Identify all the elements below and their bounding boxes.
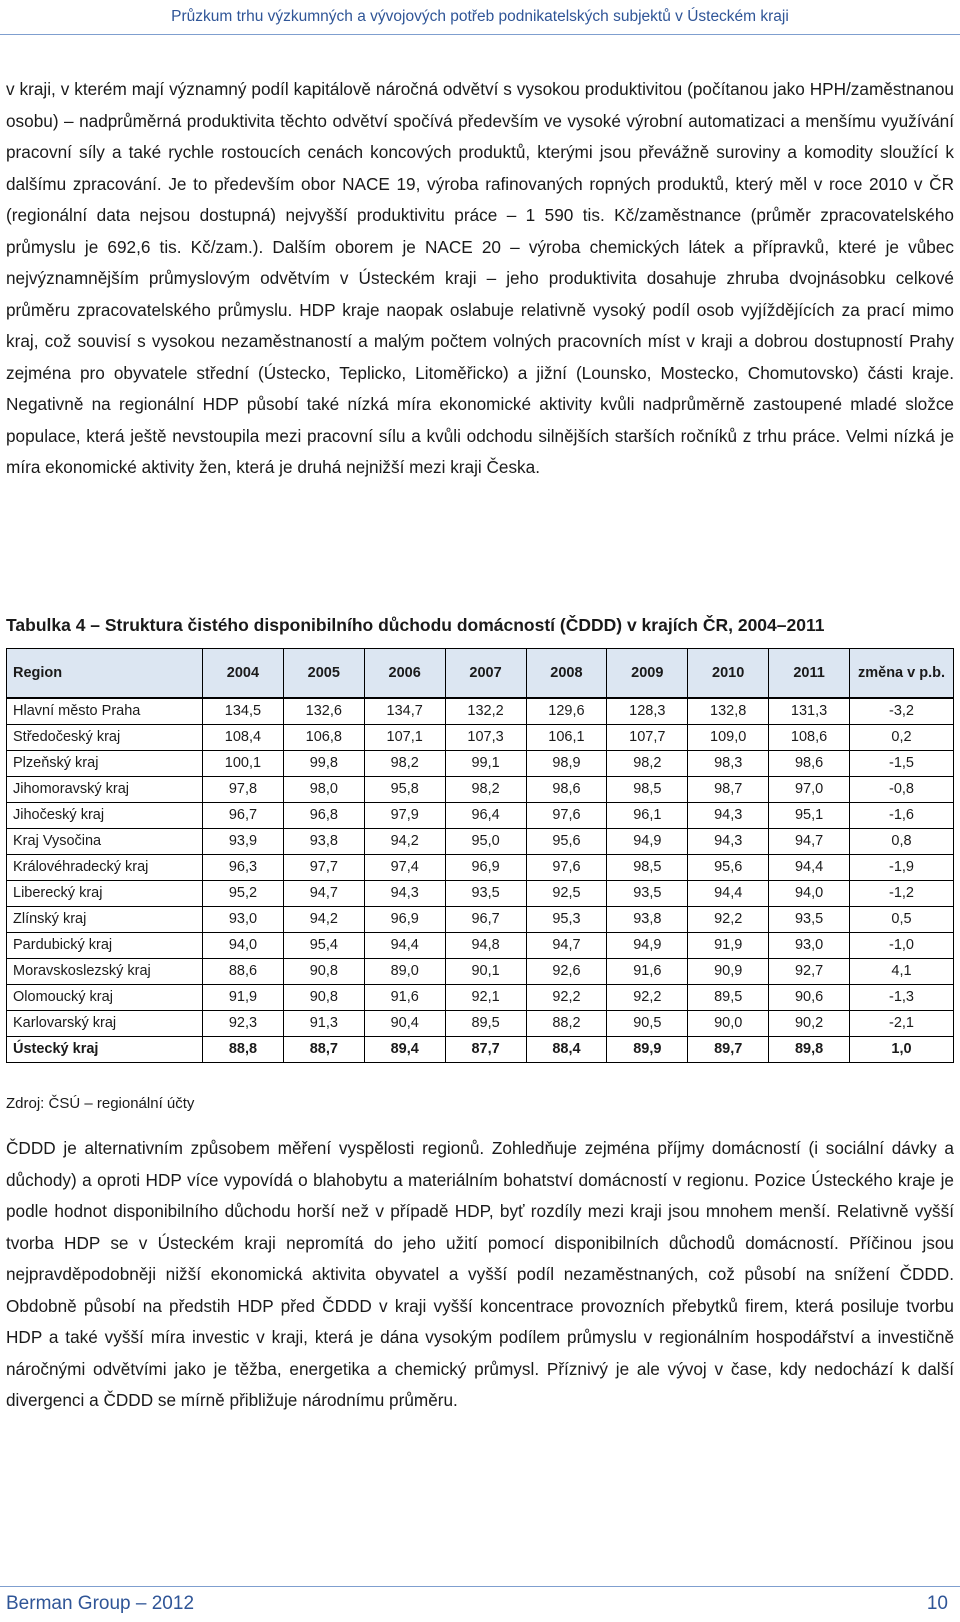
value-cell: 95,8 [364, 777, 445, 803]
region-name-cell: Středočeský kraj [7, 725, 203, 751]
value-cell: -1,0 [850, 933, 954, 959]
body-paragraph-2: ČDDD je alternativním způsobem měření vyspělosti regionů. Zohledňuje zejména příjmy domácností (i sociální dávky a důchody) a oproti HDP více vypovídá o blahobytu a materiálním bohatství domácností v regionu. Pozice Ústeckého kraje je podle hodnot disponibilního důchodu horší než v případě HDP, byť rozdíly mezi kraji jsou mnohem menší. Relativně vyšší tvorba HDP se v Ústeckém kraji nepromítá do jeho užití pomocí disponibilních důchodů domácností. Příčinou jsou nejpravděpodobněji nižší ekonomická aktivita obyvatel a vyšší podíl nezaměstnaných, což působí na snížení ČDDD. Obdobně působí na předstih HDP před ČDDD v kraji vyšší koncentrace provozních přebytků firem, která posiluje tvorbu HDP a také vyšší míra investic v kraji, která je dána vysokým podílem průmyslu v regionálním hospodářství a investičně náročnými odvětvími jako je těžba, energetika a chemický průmysl. Příznivý je ale vývoj v čase, kdy nedochází k další divergenci a ČDDD se mírně přibližuje národnímu průměru. [6, 1138, 954, 1410]
region-name-cell: Hlavní město Praha [7, 698, 203, 725]
value-cell: 108,6 [769, 725, 850, 751]
column-header: Region [7, 649, 203, 699]
value-cell: 134,5 [203, 698, 284, 725]
value-cell: 96,7 [203, 803, 284, 829]
value-cell: 94,3 [688, 803, 769, 829]
value-cell: 94,7 [283, 881, 364, 907]
value-cell: 92,2 [688, 907, 769, 933]
value-cell: 96,9 [364, 907, 445, 933]
value-cell: 97,4 [364, 855, 445, 881]
value-cell: 96,7 [445, 907, 526, 933]
value-cell: 93,0 [769, 933, 850, 959]
value-cell: -1,5 [850, 751, 954, 777]
table-row [7, 777, 954, 803]
value-cell: 90,9 [688, 959, 769, 985]
value-cell: 95,6 [526, 829, 607, 855]
value-cell: 92,5 [526, 881, 607, 907]
value-cell: 106,1 [526, 725, 607, 751]
column-header: 2005 [283, 649, 364, 699]
value-cell: 0,2 [850, 725, 954, 751]
value-cell: 96,3 [203, 855, 284, 881]
body-paragraph-1: v kraji, v kterém mají významný podíl kapitálově náročná odvětví s vysokou produktivitou (počítanou jako HPH/zaměstnanou osobu) – nadprůměrná produktivita těchto odvětví spočívá především ve vysoké výrobní automatizaci a menšímu využívání pracovní síly a také rychle rostoucích cenách koncových produktů, kterými jsou převážně suroviny a komodity sloužící k dalšímu zpracování. Je to především obor NACE 19, výroba rafinovaných ropných produktů, který měl v roce 2010 v ČR (regionální data nejsou dostupná) nejvyšší produktivitu práce – 1 590 tis. Kč/zaměstnance (průměr zpracovatelského průmyslu je 692,6 tis. Kč/zam.). Dalším oborem je NACE 20 – výroba chemických látek a přípravků, které je vůbec nejvýznamnějším průmyslovým odvětvím v Ústeckém kraji – jeho produktivita dosahuje zhruba dvojnásobku celkové průměru zpracovatelského průmyslu. HDP kraje naopak oslabuje relativně vysoký podíl osob vyjíždějících za prací mimo kraj, což souvisí s vysokou nezaměstnaností a malým počtem volných pracovních míst v kraji a dobrou dostupností Prahy zejména pro obyvatele střední (Ústecko, Teplicko, Litoměřicko) a jižní (Lounsko, Mostecko, Chomutovsko) části kraje. Negativně na regionální HDP působí také nízká míra ekonomické aktivity kvůli nadprůměrně zastoupené mladé složce populace, která ještě nevstoupila mezi pracovní sílu a kvůli odchodu silnějších starších ročníků z trhu práce. Velmi nízká je míra ekonomické aktivity žen, která je druhá nejnižší mezi kraji Česka. [6, 79, 954, 477]
region-name-cell: Královéhradecký kraj [7, 855, 203, 881]
column-header: 2010 [688, 649, 769, 699]
table-row [7, 881, 954, 907]
value-cell: 92,1 [445, 985, 526, 1011]
value-cell: 89,0 [364, 959, 445, 985]
value-cell: 98,6 [769, 751, 850, 777]
value-cell: 91,9 [203, 985, 284, 1011]
value-cell: 96,4 [445, 803, 526, 829]
value-cell: 97,6 [526, 803, 607, 829]
value-cell: 132,2 [445, 698, 526, 725]
value-cell: 132,8 [688, 698, 769, 725]
value-cell: 90,1 [445, 959, 526, 985]
region-name-cell: Jihočeský kraj [7, 803, 203, 829]
value-cell: 1,0 [850, 1037, 954, 1063]
value-cell: 95,2 [203, 881, 284, 907]
value-cell: 97,7 [283, 855, 364, 881]
value-cell: 90,5 [607, 1011, 688, 1037]
value-cell: 97,0 [769, 777, 850, 803]
value-cell: 100,1 [203, 751, 284, 777]
value-cell: 98,5 [607, 855, 688, 881]
value-cell: 88,6 [203, 959, 284, 985]
value-cell: 98,2 [445, 777, 526, 803]
value-cell: 107,1 [364, 725, 445, 751]
value-cell: 96,9 [445, 855, 526, 881]
region-name-cell: Jihomoravský kraj [7, 777, 203, 803]
value-cell: 92,7 [769, 959, 850, 985]
value-cell: 96,1 [607, 803, 688, 829]
region-name-cell: Pardubický kraj [7, 933, 203, 959]
value-cell: 92,2 [526, 985, 607, 1011]
value-cell: 129,6 [526, 698, 607, 725]
column-header: 2007 [445, 649, 526, 699]
column-header: změna v p.b. [850, 649, 954, 699]
value-cell: 94,4 [769, 855, 850, 881]
value-cell: 90,8 [283, 959, 364, 985]
value-cell: 94,3 [364, 881, 445, 907]
value-cell: -0,8 [850, 777, 954, 803]
value-cell: 90,2 [769, 1011, 850, 1037]
value-cell: 91,9 [688, 933, 769, 959]
table-row [7, 907, 954, 933]
column-header: 2006 [364, 649, 445, 699]
table-source: Zdroj: ČSÚ – regionální účty [6, 1095, 195, 1112]
value-cell: -2,1 [850, 1011, 954, 1037]
value-cell: 106,8 [283, 725, 364, 751]
value-cell: 134,7 [364, 698, 445, 725]
region-name-cell: Olomoucký kraj [7, 985, 203, 1011]
value-cell: 93,5 [607, 881, 688, 907]
value-cell: 94,2 [283, 907, 364, 933]
value-cell: 93,0 [203, 907, 284, 933]
value-cell: 94,8 [445, 933, 526, 959]
value-cell: 94,7 [769, 829, 850, 855]
value-cell: 93,8 [283, 829, 364, 855]
value-cell: 88,8 [203, 1037, 284, 1063]
value-cell: 89,5 [445, 1011, 526, 1037]
value-cell: 95,1 [769, 803, 850, 829]
value-cell: 98,5 [607, 777, 688, 803]
page-number: 10 [926, 1593, 948, 1614]
value-cell: 97,9 [364, 803, 445, 829]
value-cell: 91,3 [283, 1011, 364, 1037]
table-row [7, 959, 954, 985]
value-cell: 107,7 [607, 725, 688, 751]
table-row [7, 855, 954, 881]
value-cell: 93,8 [607, 907, 688, 933]
value-cell: 90,4 [364, 1011, 445, 1037]
value-cell: 96,8 [283, 803, 364, 829]
column-header: 2004 [203, 649, 284, 699]
value-cell: 0,8 [850, 829, 954, 855]
income-table [6, 648, 954, 1063]
value-cell: 90,0 [688, 1011, 769, 1037]
value-cell: -1,3 [850, 985, 954, 1011]
value-cell: 107,3 [445, 725, 526, 751]
table-row [7, 1011, 954, 1037]
value-cell: 94,3 [688, 829, 769, 855]
region-name-cell: Moravskoslezský kraj [7, 959, 203, 985]
value-cell: 4,1 [850, 959, 954, 985]
value-cell: 90,8 [283, 985, 364, 1011]
table-row [7, 803, 954, 829]
table-row [7, 698, 954, 725]
table-row [7, 725, 954, 751]
value-cell: 95,3 [526, 907, 607, 933]
page-header [0, 0, 960, 35]
value-cell: 88,2 [526, 1011, 607, 1037]
value-cell: 89,7 [688, 1037, 769, 1063]
value-cell: 98,2 [607, 751, 688, 777]
page-footer [0, 1586, 960, 1622]
value-cell: 132,6 [283, 698, 364, 725]
value-cell: -1,9 [850, 855, 954, 881]
table-caption: Tabulka 4 – Struktura čistého disponibilního důchodu domácností (ČDDD) v krajích ČR, 2004–2011 [6, 615, 825, 635]
region-name-cell: Zlínský kraj [7, 907, 203, 933]
value-cell: -1,6 [850, 803, 954, 829]
value-cell: 94,0 [769, 881, 850, 907]
footer-company: Berman Group – 2012 [6, 1593, 195, 1614]
value-cell: 94,9 [607, 933, 688, 959]
value-cell: 92,2 [607, 985, 688, 1011]
value-cell: 88,7 [283, 1037, 364, 1063]
value-cell: 95,6 [688, 855, 769, 881]
region-name-cell: Kraj Vysočina [7, 829, 203, 855]
value-cell: 94,7 [526, 933, 607, 959]
region-name-cell: Plzeňský kraj [7, 751, 203, 777]
value-cell: 97,8 [203, 777, 284, 803]
table-row [7, 1037, 954, 1063]
table-row [7, 933, 954, 959]
value-cell: 131,3 [769, 698, 850, 725]
value-cell: 88,4 [526, 1037, 607, 1063]
value-cell: 92,6 [526, 959, 607, 985]
value-cell: -3,2 [850, 698, 954, 725]
column-header: 2008 [526, 649, 607, 699]
value-cell: 99,8 [283, 751, 364, 777]
value-cell: 92,3 [203, 1011, 284, 1037]
value-cell: 94,4 [364, 933, 445, 959]
value-cell: 108,4 [203, 725, 284, 751]
value-cell: 109,0 [688, 725, 769, 751]
region-name-cell: Karlovarský kraj [7, 1011, 203, 1037]
value-cell: 93,5 [769, 907, 850, 933]
value-cell: 99,1 [445, 751, 526, 777]
value-cell: 93,5 [445, 881, 526, 907]
column-header: 2011 [769, 649, 850, 699]
value-cell: 94,2 [364, 829, 445, 855]
value-cell: 89,9 [607, 1037, 688, 1063]
value-cell: 90,6 [769, 985, 850, 1011]
value-cell: 94,4 [688, 881, 769, 907]
table-body [7, 698, 954, 1063]
value-cell: 98,0 [283, 777, 364, 803]
header-title: Průzkum trhu výzkumných a vývojových potřeb podnikatelských subjektů v Ústeckém kraji [171, 8, 789, 25]
value-cell: 91,6 [364, 985, 445, 1011]
value-cell: 89,4 [364, 1037, 445, 1063]
value-cell: 95,4 [283, 933, 364, 959]
value-cell: 128,3 [607, 698, 688, 725]
value-cell: -1,2 [850, 881, 954, 907]
value-cell: 0,5 [850, 907, 954, 933]
table-header-row [7, 649, 954, 699]
value-cell: 98,3 [688, 751, 769, 777]
value-cell: 95,0 [445, 829, 526, 855]
value-cell: 93,9 [203, 829, 284, 855]
value-cell: 98,6 [526, 777, 607, 803]
value-cell: 94,0 [203, 933, 284, 959]
table-row [7, 829, 954, 855]
region-name-cell: Liberecký kraj [7, 881, 203, 907]
value-cell: 94,9 [607, 829, 688, 855]
value-cell: 98,9 [526, 751, 607, 777]
region-name-cell: Ústecký kraj [7, 1037, 203, 1063]
value-cell: 89,8 [769, 1037, 850, 1063]
value-cell: 98,2 [364, 751, 445, 777]
value-cell: 89,5 [688, 985, 769, 1011]
value-cell: 91,6 [607, 959, 688, 985]
value-cell: 98,7 [688, 777, 769, 803]
value-cell: 97,6 [526, 855, 607, 881]
table-row [7, 751, 954, 777]
value-cell: 87,7 [445, 1037, 526, 1063]
column-header: 2009 [607, 649, 688, 699]
table-row [7, 985, 954, 1011]
